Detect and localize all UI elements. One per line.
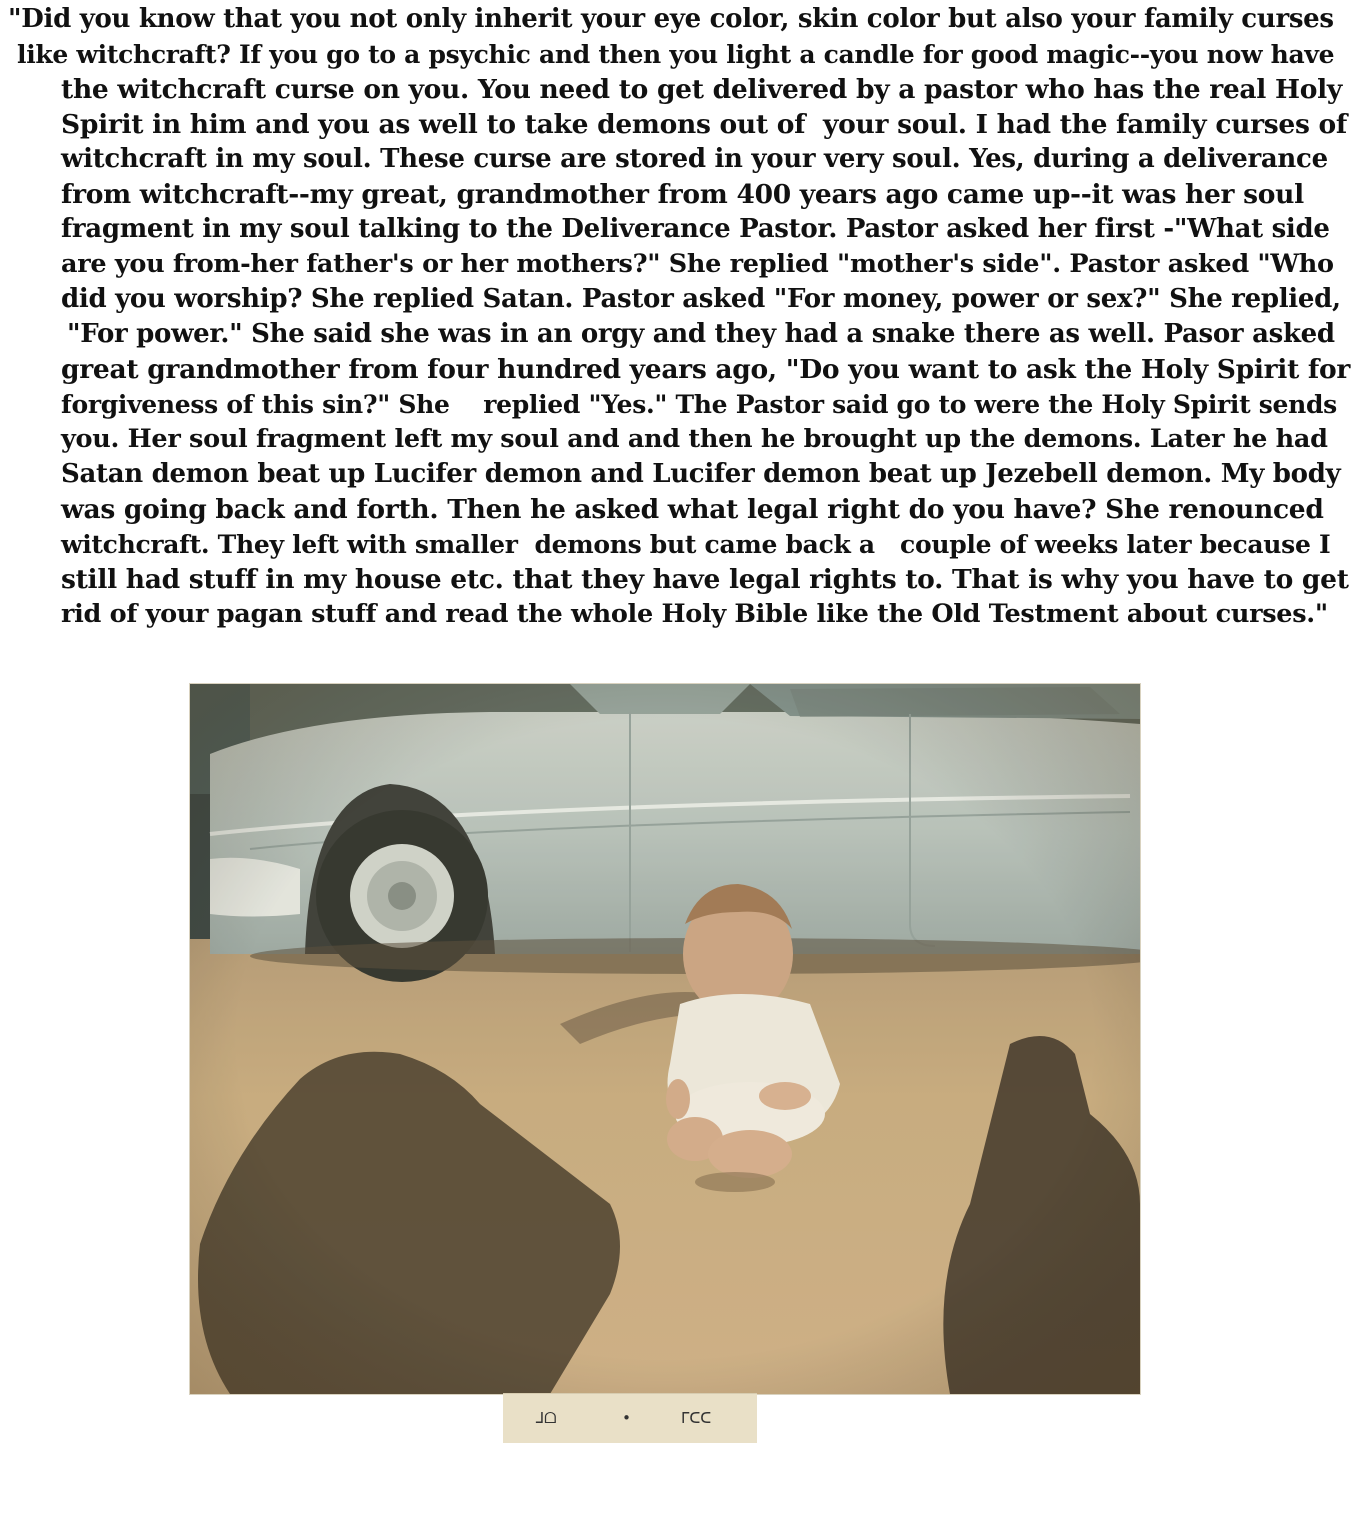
photo-illustration xyxy=(190,684,1140,1394)
quote-line: Spirit in him and you as well to take demons out of your soul. I had the family curses of xyxy=(61,109,1347,140)
quote-line: you. Her soul fragment left my soul and and then he brought up the demons. Later he had xyxy=(61,424,1328,454)
quote-line: from witchcraft--my great, grandmother from 400 years ago came up--it was her soul xyxy=(61,179,1304,210)
quote-line: witchcraft in my soul. These curse are stored in your very soul. Yes, during a deliverance xyxy=(61,144,1328,174)
quote-line: "Did you know that you not only inherit your eye color, skin color but also your family curses xyxy=(8,4,1334,34)
quote-line: the witchcraft curse on you. You need to get delivered by a pastor who has the real Holy xyxy=(61,74,1342,105)
photo-label-strip xyxy=(503,1393,757,1443)
quote-line: still had stuff in my house etc. that they have legal rights to. That is why you have to get xyxy=(61,564,1349,595)
quote-line: fragment in my soul talking to the Deliverance Pastor. Pastor asked her first -"What side xyxy=(61,214,1330,244)
strip-dot: • xyxy=(622,1409,632,1427)
strip-right-mark: ᒥᑕᑕ xyxy=(681,1409,712,1427)
quote-line: did you worship? She replied Satan. Pastor asked "For money, power or sex?" She replied, xyxy=(61,284,1341,314)
quote-line: "For power." She said she was in an orgy and they had a snake there as well. Pasor asked xyxy=(67,319,1335,349)
quote-line: Satan demon beat up Lucifer demon and Lucifer demon beat up Jezebell demon. My body xyxy=(61,459,1341,489)
quote-line: like witchcraft? If you go to a psychic and then you light a candle for good magic--you now have xyxy=(17,40,1335,69)
quote-line: was going back and forth. Then he asked what legal right do you have? She renounced xyxy=(61,494,1324,525)
quote-line: witchcraft. They left with smaller demons but came back a couple of weeks later because I xyxy=(61,530,1331,559)
quote-line: rid of your pagan stuff and read the whole Holy Bible like the Old Testment about curses." xyxy=(61,599,1328,629)
vintage-photo xyxy=(189,683,1141,1395)
quote-line: forgiveness of this sin?" She replied "Yes." The Pastor said go to were the Holy Spirit sends xyxy=(61,390,1337,419)
quote-line: great grandmother from four hundred years ago, "Do you want to ask the Holy Spirit for xyxy=(61,354,1351,385)
quote-line: are you from-her father's or her mothers?" She replied "mother's side". Pastor asked "Who xyxy=(61,249,1334,279)
strip-left-mark: ᒧᗝ xyxy=(535,1409,557,1427)
